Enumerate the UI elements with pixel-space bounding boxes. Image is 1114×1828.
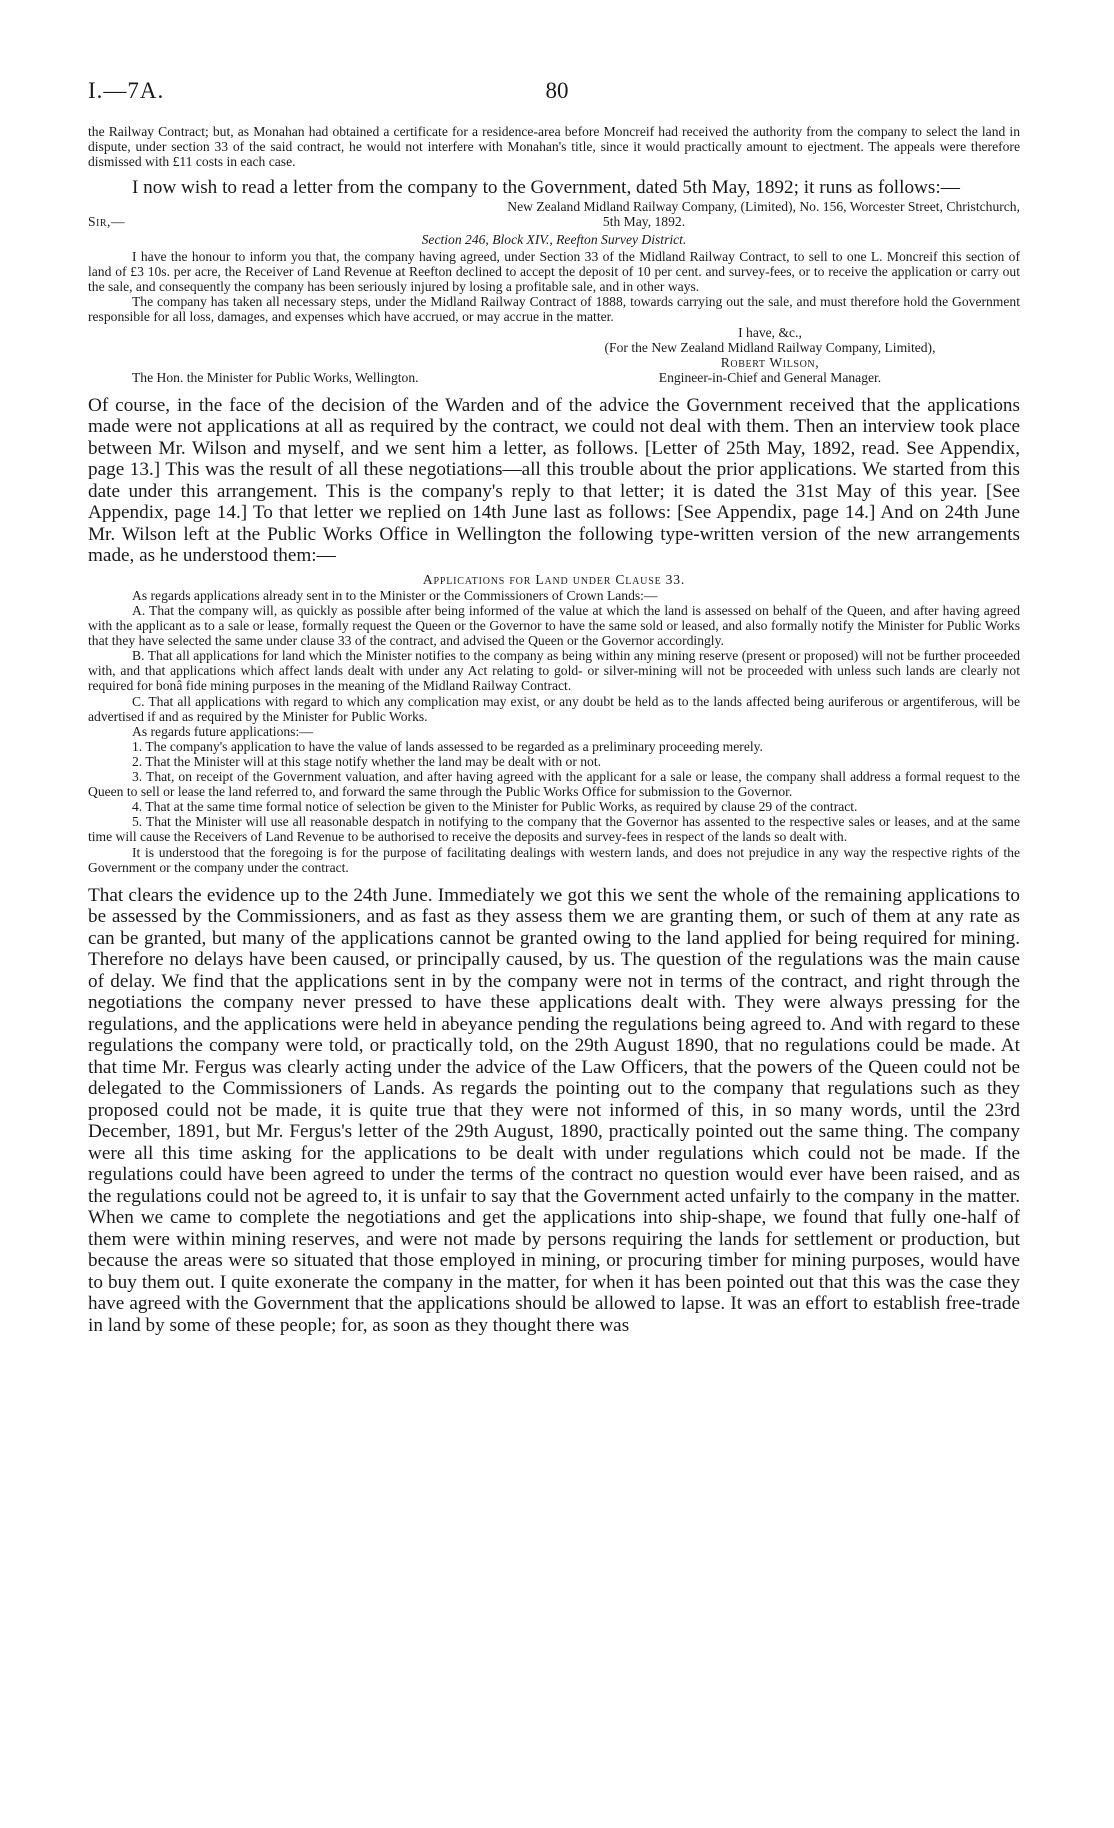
letter-subject: Section 246, Block XIV., Reefton Survey District.: [421, 231, 687, 247]
memo-future-intro: As regards future applications:—: [132, 723, 313, 739]
paragraph-evidence-summary: That clears the evidence up to the 24th June. Immediately we got this we sent the whole of the remaining applications to be assessed by the Commissioners, and as fast as they assess them we are granting them, or such of them at any rate as can be granted, but many of the applications cannot be granted owing to the land applied for being required for mining. Therefore no delays have been caused, or principally caused, by us. The question of the regulations was the main cause of delay. We find that the applications sent in by the company were not in terms of the contract, and right through the negotiations the company never pressed to have these applications dealt with. They were always pressing for the regulations, and the applications were held in abeyance pending the regulations being agreed to. And with regard to these regulations the company were told, or practically told, on the 29th August 1890, that no regulations could be made. At that time Mr. Fergus was clearly acting under the advice of the Law Officers, that the powers of the Queen could not be delegated to the Commissioners of Lands. As regards the pointing out to the company that regulations such as they proposed could not be made, it is quite true that they were not informed of this, in so many words, until the 23rd December, 1891, but Mr. Fergus's letter of the 29th August, 1890, practically pointed out the same thing. The company were all this time asking for the applications to be dealt with under regulations which could not be made. If the regulations could have been agreed to under the terms of the contract no question would ever have been raised, and as the regulations could not be agreed to, it is unfair to say that the Government acted unfairly to the company in the matter. When we came to complete the negotiations and get the applications into ship-shape, we found that fully one-half of them were within mining reserves, and were not made by persons requiring the lands for settlement or production, but because the areas were so situated that those employed in mining, or procuring timber for mining purposes, would have to buy them out. I quite exonerate the company in the matter, for when it has been pointed out that this was the case they have agreed with the Government that the applications should be allowed to lapse. It was an effort to establish free-trade in land by some of these people; for, as soon as they thought there was: [88, 884, 1020, 1336]
memorandum: [88, 571, 1020, 875]
letter-date: 5th May, 1892.: [602, 213, 686, 229]
memo-future-item: 3. That, on receipt of the Government valuation, and after having agreed with the applicant for a sale or lease, the company shall address a formal request to the Queen to sell or lease the land referred to, and forward the same through the Public Works Office for submission to the Governor.: [88, 769, 1020, 800]
memo-future-item: 5. That the Minister will use all reasonable despatch in notifying to the company that the Governor has assented to the respective sales or leases, and at the same time will cause the Receivers of Land Revenue to be authorised to receive the deposits and survey-fees in respect of the lands so dealt with.: [88, 814, 1020, 845]
memo-item: B. That all applications for land which the Minister notifies to the company as being within any mining reserve (present or proposed) will not be further proceeded with, and that applications which affect lands dealt with under any Act relating to gold- or silver-mining will not be proceeded with unless such lands are clearly not required for bonâ fide mining purposes in the meaning of the Midland Railway Contract.: [88, 648, 1020, 694]
paragraph-letter-intro: I now wish to read a letter from the company to the Government, dated 5th May, 1892; it runs as follows:—: [132, 177, 960, 199]
letter-recipient: The Hon. the Minister for Public Works, Wellington.: [132, 369, 419, 385]
memo-future-item: 2. That the Minister will at this stage notify whether the land may be dealt with or not.: [132, 753, 602, 769]
memo-future-item: 4. That at the same time formal notice of selection be given to the Minister for Public Works, as required by clause 29 of the contract.: [132, 799, 858, 815]
letter-closing: I have, &c.,: [738, 324, 802, 340]
page-number: 80: [545, 78, 569, 103]
memo-closing: It is understood that the foregoing is for the purpose of facilitating dealings with western lands, and does not prejudice in any way the respective rights of the Government or the company under the contract.: [88, 844, 1020, 875]
memo-heading: Applications for Land under Clause 33.: [422, 571, 686, 587]
memo-intro: As regards applications already sent in to the Minister or the Commissioners of Crown Lands:—: [132, 587, 658, 603]
letter-address: New Zealand Midland Railway Company, (Limited), No. 156, Worcester Street, Christchurch,: [507, 198, 1020, 214]
letter-signatory-title: Engineer-in-Chief and General Manager.: [658, 369, 882, 385]
letter-salutation: Sir,—: [88, 213, 126, 229]
page-body: [88, 124, 1020, 1336]
page-header: [88, 78, 1026, 108]
paragraph-negotiations: Of course, in the face of the decision of the Warden and of the advice the Government received that the applications made were not applications at all as required by the contract, we could not deal with them. Then an interview took place between Mr. Wilson and myself, and we sent him a letter, as follows. [Letter of 25th May, 1892, read. See Appendix, page 13.] This was the result of all these negotiations—all this trouble about the prior applications. We started from this date under this arrangement. This is the company's reply to that letter; it is dated the 31st May of this year. [See Appendix, page 14.] To that letter we replied on 14th June last as follows: [See Appendix, page 14.] And on 24th June Mr. Wilson left at the Public Works Office in Wellington the following type-written version of the new arrangements made, as he understood them:—: [88, 394, 1020, 567]
memo-item: C. That all applications with regard to which any complication may exist, or any doubt be held as to the lands affected being auriferous or argentiferous, will be advertised if and as required by the Minister for Public Works.: [88, 693, 1020, 724]
letter-paragraph-1: I have the honour to inform you that, the company having agreed, under Section 33 of the Midland Railway Contract, to sell to one L. Moncreif this section of land of £3 10s. per acre, the Receiver of Land Revenue at Reefton declined to accept the deposit of 10 per cent. and survey-fees, or to receive the application or carry out the sale, and consequently the company has been seriously injured by losing a profitable sale, and in other ways.: [88, 249, 1020, 295]
parliamentary-reference: I.—7A.: [88, 78, 165, 103]
paragraph-warden-decision: the Railway Contract; but, as Monahan had obtained a certificate for a residence-area before Moncreif had received the authority from the company to select the land in dispute, under section 33 of the said contract, he would not interfere with Monahan's title, since it would practically amount to ejectment. The appeals were therefore dismissed with £11 costs in each case.: [88, 124, 1020, 170]
letter-paragraph-2: The company has taken all necessary steps, under the Midland Railway Contract of 1888, towards carrying out the sale, and must therefore hold the Government responsible for all loss, damages, and expenses which have accrued, or may accrue in the matter.: [88, 294, 1020, 325]
letter-for-line: (For the New Zealand Midland Railway Company, Limited),: [604, 339, 936, 355]
memo-future-item: 1. The company's application to have the value of lands assessed to be regarded as a preliminary proceeding merely.: [132, 738, 763, 754]
quoted-letter: [88, 199, 1020, 385]
memo-item: A. That the company will, as quickly as possible after being informed of the value at which the land is assessed on behalf of the Queen, and after having agreed with the applicant as to a sale or lease, formally request the Queen or the Governor to have the same sold or leased, and also formally notify the Minister for Public Works that they have selected the same under clause 33 of the contract, and advised the Queen or the Governor accordingly.: [88, 603, 1020, 649]
letter-address-block: [88, 199, 1020, 229]
letter-signatory: Robert Wilson,: [720, 354, 820, 370]
